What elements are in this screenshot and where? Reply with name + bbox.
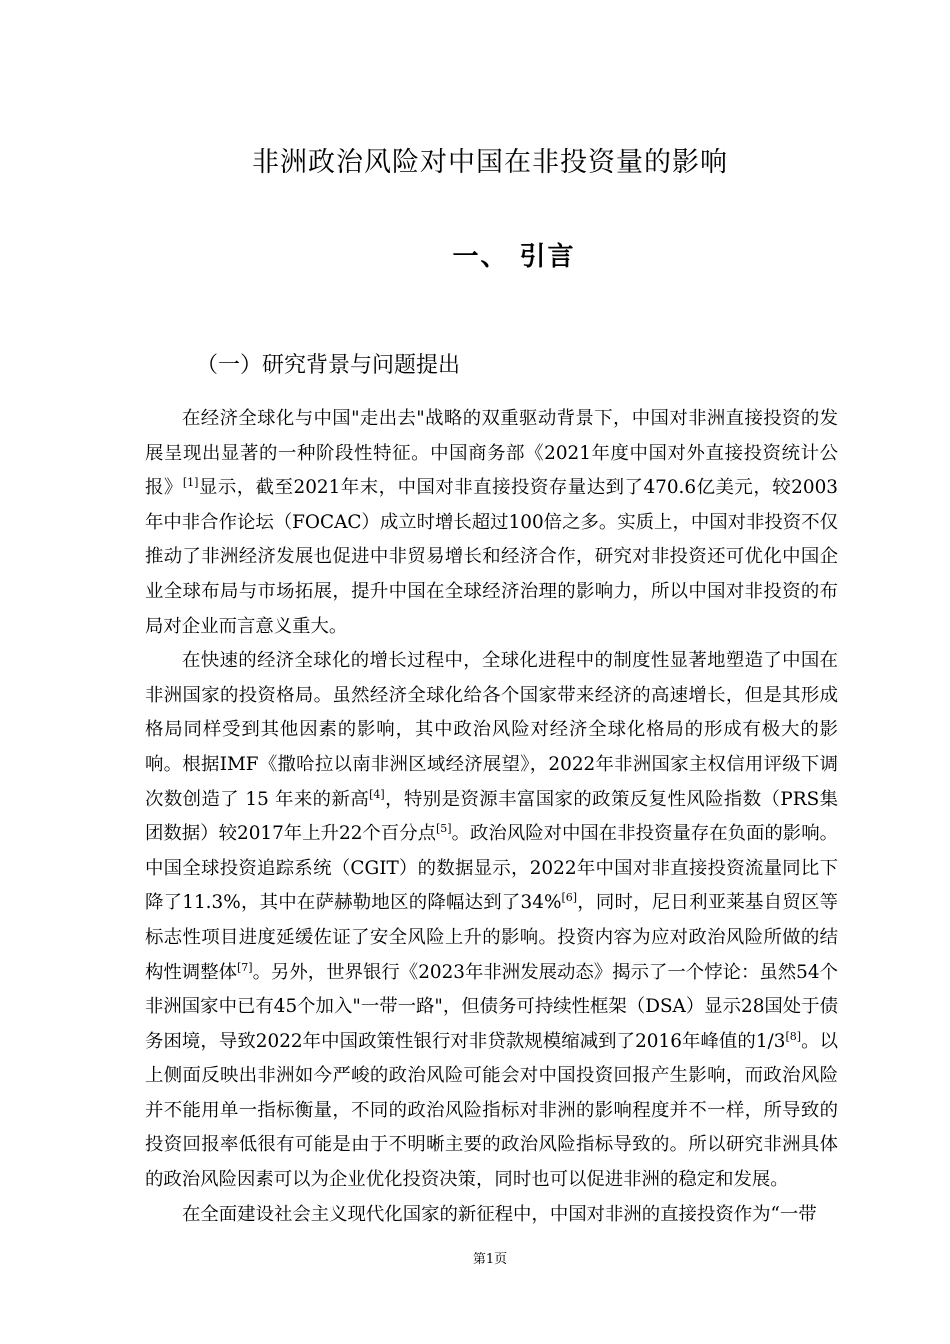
page-number: 第1页 — [472, 1252, 508, 1267]
chapter-heading: 一、 引言 — [452, 242, 576, 272]
text-run: 在全面建设社会主义现代化国家的新征程中，中国对非洲的直接投资作为“一带 — [182, 1203, 817, 1225]
citation-ref: [6] — [561, 891, 578, 905]
text-run: 。政治风险对中国在非投资量存在负面的影响。中国全球投资追踪系统（CGIT）的数据显示，2022年中国对非直接投资流量同比下降了11.3%，其中在萨赫勒地区的降幅达到了34% — [145, 823, 838, 914]
text-run: ，同时，尼日利亚莱基自贸区等标志性项目进度延缓佐证了安全风险上升的影响。投资内容为应对政治风险所做的结构性调整体 — [145, 892, 838, 983]
paragraph — [145, 1198, 838, 1233]
document-title: 非洲政治风险对中国在非投资量的影响 — [252, 147, 728, 178]
paragraph — [145, 644, 838, 1198]
text-run: 在快速的经济全球化的增长过程中，全球化进程中的制度性显著地塑造了中国在非洲国家的投资格局。虽然经济全球化给各个国家带来经济的高速增长，但是其形成格局同样受到其他因素的影响，其中政治风险对经济全球化格局的形成有极大的影响。根据IMF《撒哈拉以南非洲区域经济展望》，2022年非洲国家主权信用评级下调次数创造了 15 年来的新高 — [145, 650, 838, 810]
citation-ref: [5] — [436, 822, 452, 835]
paragraph — [145, 402, 838, 644]
citation-ref: [7] — [237, 960, 253, 974]
section-heading: （一）研究背景与问题提出 — [196, 353, 461, 378]
citation-ref: [8] — [785, 1029, 802, 1043]
citation-ref: [4] — [369, 787, 385, 801]
text-run: 在经济全球化与中国"走出去"战略的双重驱动背景下，中国对非洲直接投资的发展呈现出显著的一种阶段性特征。中国商务部《2021年度中国对外直接投资统计公报》 — [145, 408, 838, 499]
body-text — [145, 402, 838, 1232]
text-run: 显示，截至2021年末，中国对非直接投资存量达到了470.6亿美元，较2003年中非合作论坛（FOCAC）成立时增长超过100倍之多。实质上，中国对非投资不仅推动了非洲经济发展也促进中非贸易增长和经济合作，研究对非投资还可优化中国企业全球布局与市场拓展，提升中国在全球经济治理的影响力，所以中国对非投资的布局对企业而言意义重大。 — [145, 477, 838, 637]
text-run: 。另外，世界银行《2023年非洲发展动态》揭示了一个悖论：虽然54个非洲国家中已有45个加入"一带一路"，但债务可持续性框架（DSA）显示28国处于债务困境，导致2022年中国政策性银行对非贷款规模缩减到了2016年峰值的1/3 — [145, 961, 838, 1052]
text-run: ，特别是资源丰富国家的政策反复性风险指数（PRS集团数据）较2017年上升22个百分点 — [145, 788, 838, 845]
text-run: 。以上侧面反映出非洲如今严峻的政治风险可能会对中国投资回报产生影响，而政治风险并不能用单一指标衡量，不同的政治风险指标对非洲的影响程度并不一样，所导致的投资回报率低很有可能是由于不明晰主要的政治风险指标导致的。所以研究非洲具体的政治风险因素可以为企业优化投资决策，同时也可以促进非洲的稳定和发展。 — [145, 1030, 838, 1191]
citation-ref: [1] — [182, 476, 199, 490]
